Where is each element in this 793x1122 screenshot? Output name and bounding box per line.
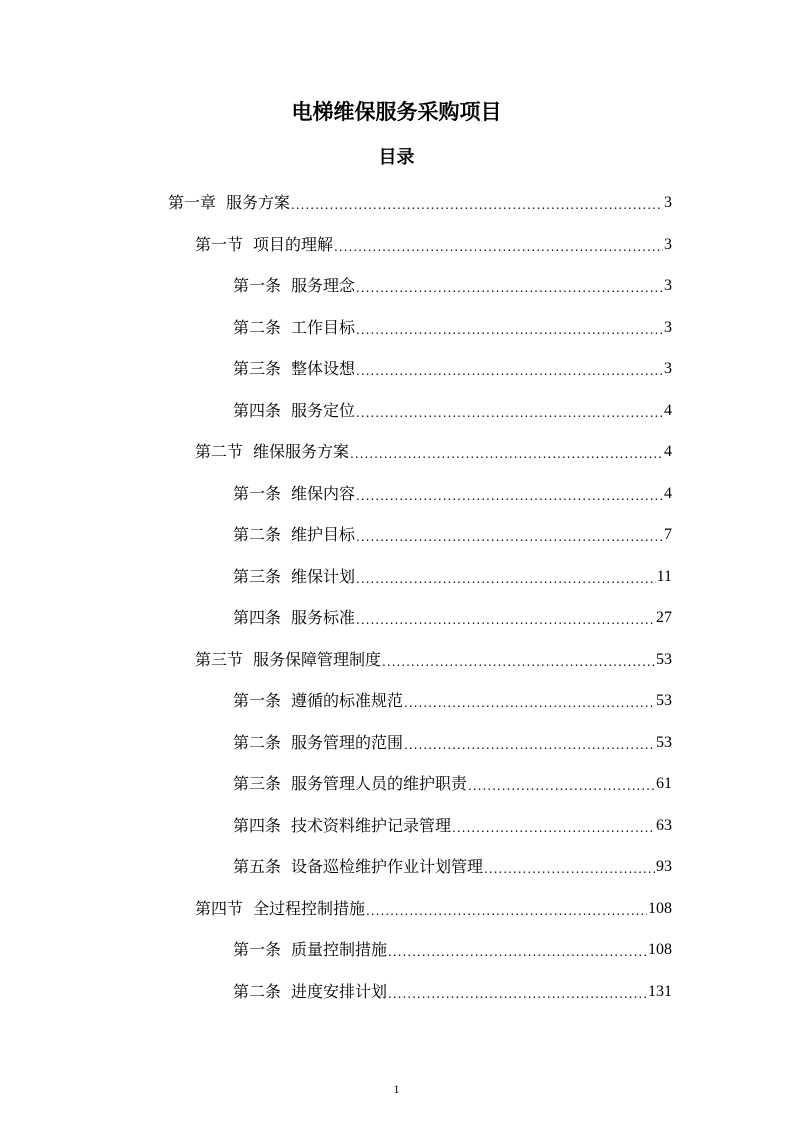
toc-dot-leader: [356, 400, 663, 422]
toc-entry-page: 93: [656, 858, 672, 875]
toc-dot-leader: [291, 192, 663, 214]
toc-entry-page: 53: [656, 651, 672, 668]
toc-dot-leader: [356, 275, 663, 297]
toc-entry-number: 第一条: [233, 691, 282, 710]
toc-entry-number: 第一节: [195, 235, 244, 254]
toc-entry-number: 第一条: [233, 484, 282, 503]
toc-entry-number: 第四条: [233, 401, 282, 420]
toc-entry-number: 第一条: [233, 276, 282, 295]
toc-entry[interactable]: [233, 724, 672, 754]
toc-entry-label: 服务方案: [226, 193, 291, 212]
toc-dot-leader: [356, 483, 663, 505]
toc-entry[interactable]: [233, 350, 672, 380]
toc-entry-page: 4: [664, 443, 672, 460]
toc-entry[interactable]: [233, 848, 672, 878]
toc-entry-label: 服务理念: [291, 276, 356, 295]
toc-entry-number: 第四条: [233, 608, 282, 627]
toc-entry-label: 整体设想: [291, 359, 356, 378]
toc-dot-leader: [356, 358, 663, 380]
toc-entry[interactable]: [168, 184, 672, 214]
toc-entry-number: 第五条: [233, 857, 282, 876]
toc-entry-label: 服务管理人员的维护职责: [291, 774, 468, 793]
toc-entry-label: 技术资料维护记录管理: [291, 816, 452, 835]
toc-entry-page: 4: [664, 402, 672, 419]
toc-entry-page: 108: [648, 900, 672, 917]
toc-entry-page: 4: [664, 485, 672, 502]
toc-entry[interactable]: [233, 682, 672, 712]
toc-entry-number: 第一章: [168, 193, 217, 212]
toc-entry-label: 遵循的标准规范: [291, 691, 404, 710]
toc-entry[interactable]: [233, 807, 672, 837]
toc-dot-leader: [388, 981, 647, 1003]
toc-entry-number: 第二条: [233, 318, 282, 337]
toc-entry-label: 全过程控制措施: [253, 899, 366, 918]
toc-entry-page: 3: [664, 194, 672, 211]
toc-dot-leader: [404, 690, 655, 712]
toc-entry-label: 进度安排计划: [291, 982, 388, 1001]
toc-entry[interactable]: [195, 890, 672, 920]
toc-entry-number: 第四节: [195, 899, 244, 918]
toc-entry-label: 设备巡检维护作业计划管理: [291, 857, 484, 876]
toc-entry-page: 27: [656, 609, 672, 626]
toc-entry-page: 11: [656, 568, 672, 585]
toc-entry-page: 3: [664, 360, 672, 377]
toc-entry-page: 61: [656, 775, 672, 792]
toc-entry-number: 第三节: [195, 650, 244, 669]
toc-entry-page: 53: [656, 692, 672, 709]
toc-entry-page: 131: [648, 983, 672, 1000]
toc-entry-page: 3: [664, 277, 672, 294]
toc-entry-number: 第二条: [233, 525, 282, 544]
toc-dot-leader: [452, 815, 655, 837]
toc-entry-number: 第二条: [233, 733, 282, 752]
toc-entry[interactable]: [233, 475, 672, 505]
toc-dot-leader: [350, 441, 663, 463]
document-title: 电梯维保服务采购项目: [291, 100, 502, 124]
toc-entry[interactable]: [233, 765, 672, 795]
toc-entry-number: 第四条: [233, 816, 282, 835]
toc-entry[interactable]: [233, 392, 672, 422]
toc-entry[interactable]: [233, 931, 672, 961]
toc-dot-leader: [356, 524, 663, 546]
toc-entry[interactable]: [195, 641, 672, 671]
toc-entry-page: 53: [656, 734, 672, 751]
toc-entry[interactable]: [233, 516, 672, 546]
toc-entry-page: 7: [664, 526, 672, 543]
toc-entry-page: 3: [664, 319, 672, 336]
toc-entry[interactable]: [233, 267, 672, 297]
toc-entry-label: 维保计划: [291, 567, 356, 586]
toc-dot-leader: [468, 773, 655, 795]
toc-dot-leader: [334, 234, 663, 256]
toc-entry-label: 服务管理的范围: [291, 733, 404, 752]
toc-entry-label: 维保内容: [291, 484, 356, 503]
toc-dot-leader: [356, 607, 655, 629]
toc-dot-leader: [356, 566, 656, 588]
toc-entry[interactable]: [195, 226, 672, 256]
toc-entry-label: 工作目标: [291, 318, 356, 337]
toc-entry-number: 第一条: [233, 940, 282, 959]
toc-dot-leader: [484, 856, 655, 878]
toc-entry-page: 63: [656, 817, 672, 834]
toc-entry-number: 第二节: [195, 442, 244, 461]
toc-entry-page: 108: [648, 941, 672, 958]
toc-entry[interactable]: [233, 973, 672, 1003]
toc-entry[interactable]: [233, 599, 672, 629]
toc-dot-leader: [356, 317, 663, 339]
toc-dot-leader: [366, 898, 647, 920]
toc-entry-label: 服务定位: [291, 401, 356, 420]
toc-dot-leader: [388, 939, 647, 961]
toc-entry-label: 服务标准: [291, 608, 356, 627]
toc-entry-page: 3: [664, 236, 672, 253]
toc-entry[interactable]: [233, 558, 672, 588]
toc-heading: 目录: [378, 147, 415, 168]
toc-entry-number: 第二条: [233, 982, 282, 1001]
toc-entry-label: 项目的理解: [253, 235, 334, 254]
toc-entry-number: 第三条: [233, 774, 282, 793]
toc-entry-label: 质量控制措施: [291, 940, 388, 959]
toc-entry-label: 维保服务方案: [253, 442, 350, 461]
toc-entry[interactable]: [233, 309, 672, 339]
toc-dot-leader: [382, 649, 655, 671]
toc-dot-leader: [404, 732, 655, 754]
footer-page-number: 1: [393, 1082, 400, 1096]
toc-entry[interactable]: [195, 433, 672, 463]
toc-entry-label: 维护目标: [291, 525, 356, 544]
toc-entry-number: 第三条: [233, 359, 282, 378]
toc-entry-label: 服务保障管理制度: [253, 650, 382, 669]
toc-entry-number: 第三条: [233, 567, 282, 586]
